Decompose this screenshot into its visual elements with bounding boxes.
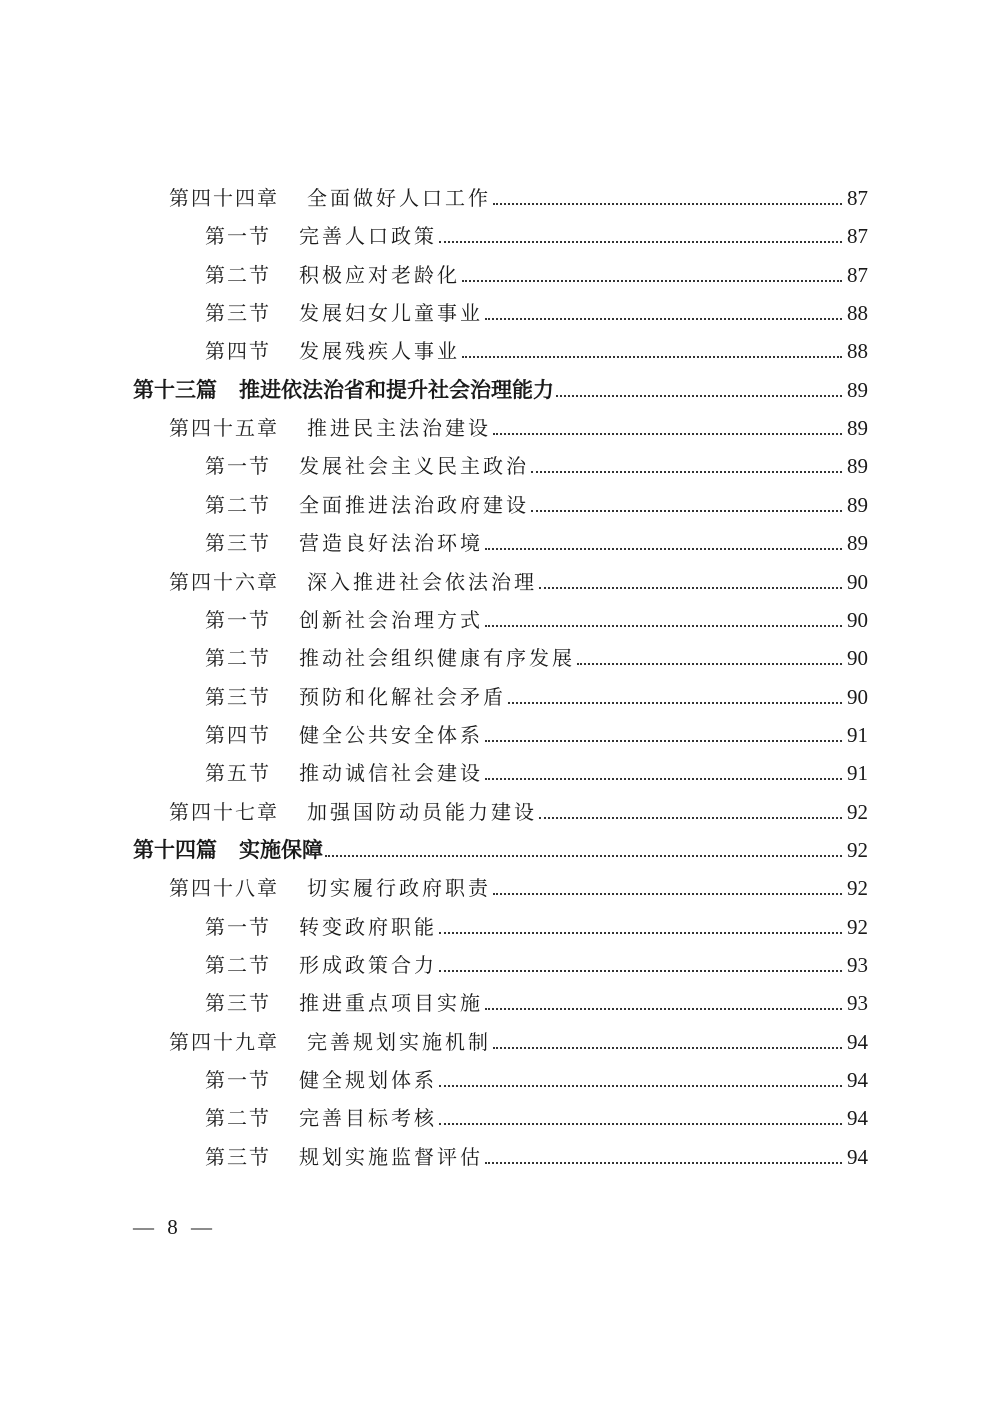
toc-entry-label: 第三节: [205, 1144, 271, 1169]
toc-entry-chap[interactable]: [169, 178, 868, 210]
toc-entry-chap[interactable]: [169, 408, 868, 440]
dot-leader: [325, 855, 842, 857]
dot-leader: [439, 241, 842, 243]
toc-entry-title: 实施保障: [239, 837, 323, 862]
toc-entry-sec[interactable]: [205, 523, 868, 555]
dot-leader: [539, 817, 842, 819]
toc-entry-sec[interactable]: [205, 907, 868, 939]
toc-entry-title: 预防和化解社会矛盾: [299, 684, 506, 709]
toc-entry-title: 发展残疾人事业: [299, 339, 460, 364]
toc-entry-page-number: 92: [847, 914, 868, 939]
toc-entry-page-number: 92: [847, 837, 868, 862]
toc-entry-sec[interactable]: [205, 1098, 868, 1130]
toc-entry-sec[interactable]: [205, 600, 868, 632]
toc-entry-page-number: 88: [847, 339, 868, 364]
toc-entry-title: 完善规划实施机制: [307, 1029, 491, 1054]
toc-entry-page-number: 89: [847, 416, 868, 441]
toc-entry-page-number: 89: [847, 531, 868, 556]
toc-entry-sec[interactable]: [205, 945, 868, 977]
dot-leader: [493, 1047, 842, 1049]
toc-entry-sec[interactable]: [205, 216, 868, 248]
toc-entry-label: 第一节: [205, 454, 271, 479]
toc-entry-label: 第二节: [205, 492, 271, 517]
dot-leader: [485, 778, 842, 780]
toc-entry-page-number: 91: [847, 761, 868, 786]
dot-leader: [531, 471, 842, 473]
toc-entry-page-number: 90: [847, 569, 868, 594]
dot-leader: [485, 318, 842, 320]
toc-entry-chap[interactable]: [169, 562, 868, 594]
toc-entry-sec[interactable]: [205, 255, 868, 287]
toc-entry-label: 第四十六章: [169, 569, 279, 594]
dot-leader: [493, 433, 842, 435]
toc-entry-page-number: 87: [847, 224, 868, 249]
toc-entry-title: 全面做好人口工作: [307, 186, 491, 210]
dot-leader: [485, 740, 842, 742]
toc-entry-page-number: 89: [847, 492, 868, 517]
dot-leader: [556, 395, 842, 397]
dot-leader: [485, 625, 842, 627]
dot-leader: [493, 203, 842, 205]
toc-entry-label: 第二节: [205, 953, 271, 977]
dot-leader: [493, 893, 842, 895]
toc-entry-page-number: 91: [847, 722, 868, 747]
toc-entry-chap[interactable]: [169, 868, 868, 900]
toc-entry-sec[interactable]: [205, 715, 868, 747]
toc-entry-label: 第五节: [205, 761, 271, 786]
toc-entry-title: 形成政策合力: [299, 953, 437, 977]
toc-entry-title: 创新社会治理方式: [299, 607, 483, 632]
toc-entry-chap[interactable]: [169, 792, 868, 824]
toc-entry-part[interactable]: [133, 370, 868, 402]
dot-leader: [462, 280, 842, 282]
toc-entry-page-number: 94: [847, 1068, 868, 1093]
toc-entry-page-number: 90: [847, 684, 868, 709]
page-number-footer: — 8 —: [133, 1215, 216, 1239]
toc-entry-title: 完善人口政策: [299, 224, 437, 249]
dot-leader: [531, 510, 842, 512]
toc-entry-label: 第一节: [205, 607, 271, 632]
dot-leader: [508, 702, 842, 704]
dot-leader: [439, 970, 842, 972]
toc-entry-title: 发展妇女儿童事业: [299, 301, 483, 326]
toc-entry-title: 深入推进社会依法治理: [307, 569, 537, 594]
toc-entry-title: 积极应对老龄化: [299, 262, 460, 287]
toc-entry-sec[interactable]: [205, 1060, 868, 1092]
toc-entry-page-number: 92: [847, 799, 868, 824]
toc-entry-label: 第四十五章: [169, 416, 279, 441]
dot-leader: [485, 548, 842, 550]
toc-entry-label: 第二节: [205, 262, 271, 287]
toc-entry-label: 第四节: [205, 339, 271, 364]
toc-entry-label: 第二节: [205, 1106, 271, 1131]
toc-entry-title: 完善目标考核: [299, 1106, 437, 1131]
dot-leader: [485, 1162, 842, 1164]
toc-entry-page-number: 94: [847, 1029, 868, 1054]
toc-entry-title: 营造良好法治环境: [299, 531, 483, 556]
toc-entry-sec[interactable]: [205, 983, 868, 1015]
toc-entry-title: 推动社会组织健康有序发展: [299, 646, 575, 671]
dot-leader: [539, 587, 842, 589]
dot-leader: [485, 1008, 842, 1010]
toc-entry-label: 第四节: [205, 722, 271, 747]
toc-entry-label: 第四十四章: [169, 186, 279, 210]
toc-entry-title: 全面推进法治政府建设: [299, 492, 529, 517]
toc-entry-chap[interactable]: [169, 1022, 868, 1054]
toc-entry-page-number: 89: [847, 377, 868, 402]
toc-entry-page-number: 89: [847, 454, 868, 479]
toc-entry-label: 第三节: [205, 684, 271, 709]
toc-entry-sec[interactable]: [205, 446, 868, 478]
toc-entry-sec[interactable]: [205, 753, 868, 785]
toc-entry-title: 切实履行政府职责: [307, 876, 491, 901]
toc-entry-label: 第三节: [205, 991, 271, 1016]
dot-leader: [439, 932, 842, 934]
toc-entry-page-number: 93: [847, 953, 868, 977]
dot-leader: [462, 356, 842, 358]
toc-entry-page-number: 88: [847, 301, 868, 326]
toc-entry-label: 第一节: [205, 914, 271, 939]
toc-entry-sec[interactable]: [205, 485, 868, 517]
toc-entry-label: 第一节: [205, 1068, 271, 1093]
toc-entry-label: 第十四篇: [133, 837, 217, 862]
toc-entry-title: 规划实施监督评估: [299, 1144, 483, 1169]
toc-entry-title: 转变政府职能: [299, 914, 437, 939]
toc-entry-part[interactable]: [133, 830, 868, 862]
toc-entry-sec[interactable]: [205, 677, 868, 709]
dot-leader: [439, 1123, 842, 1125]
toc-entry-page-number: 87: [847, 262, 868, 287]
toc-entry-title: 推进重点项目实施: [299, 991, 483, 1016]
toc-entry-page-number: 92: [847, 876, 868, 901]
toc-entry-title: 推动诚信社会建设: [299, 761, 483, 786]
toc-entry-sec[interactable]: [205, 1137, 868, 1169]
toc-entry-label: 第四十八章: [169, 876, 279, 901]
toc-entry-title: 推进依法治省和提升社会治理能力: [239, 377, 554, 402]
toc-entry-label: 第一节: [205, 224, 271, 249]
dot-leader: [577, 663, 842, 665]
toc-entry-title: 发展社会主义民主政治: [299, 454, 529, 479]
toc-entry-label: 第三节: [205, 301, 271, 326]
toc-entry-page-number: 93: [847, 991, 868, 1016]
toc-entry-page-number: 90: [847, 646, 868, 671]
toc-entry-label: 第四十九章: [169, 1029, 279, 1054]
toc-entry-sec[interactable]: [205, 638, 868, 670]
toc-entry-label: 第二节: [205, 646, 271, 671]
toc-entry-sec[interactable]: [205, 331, 868, 363]
toc-entry-label: 第四十七章: [169, 799, 279, 824]
toc-entry-sec[interactable]: [205, 293, 868, 325]
toc-entry-title: 推进民主法治建设: [307, 416, 491, 441]
toc-entry-page-number: 87: [847, 186, 868, 210]
toc-entry-label: 第十三篇: [133, 377, 217, 402]
toc-entry-title: 加强国防动员能力建设: [307, 799, 537, 824]
dot-leader: [439, 1085, 842, 1087]
toc-entry-label: 第三节: [205, 531, 271, 556]
toc-entry-page-number: 90: [847, 607, 868, 632]
toc-entry-title: 健全公共安全体系: [299, 722, 483, 747]
toc-entry-page-number: 94: [847, 1106, 868, 1131]
toc-entry-page-number: 94: [847, 1144, 868, 1169]
toc-entry-title: 健全规划体系: [299, 1068, 437, 1093]
